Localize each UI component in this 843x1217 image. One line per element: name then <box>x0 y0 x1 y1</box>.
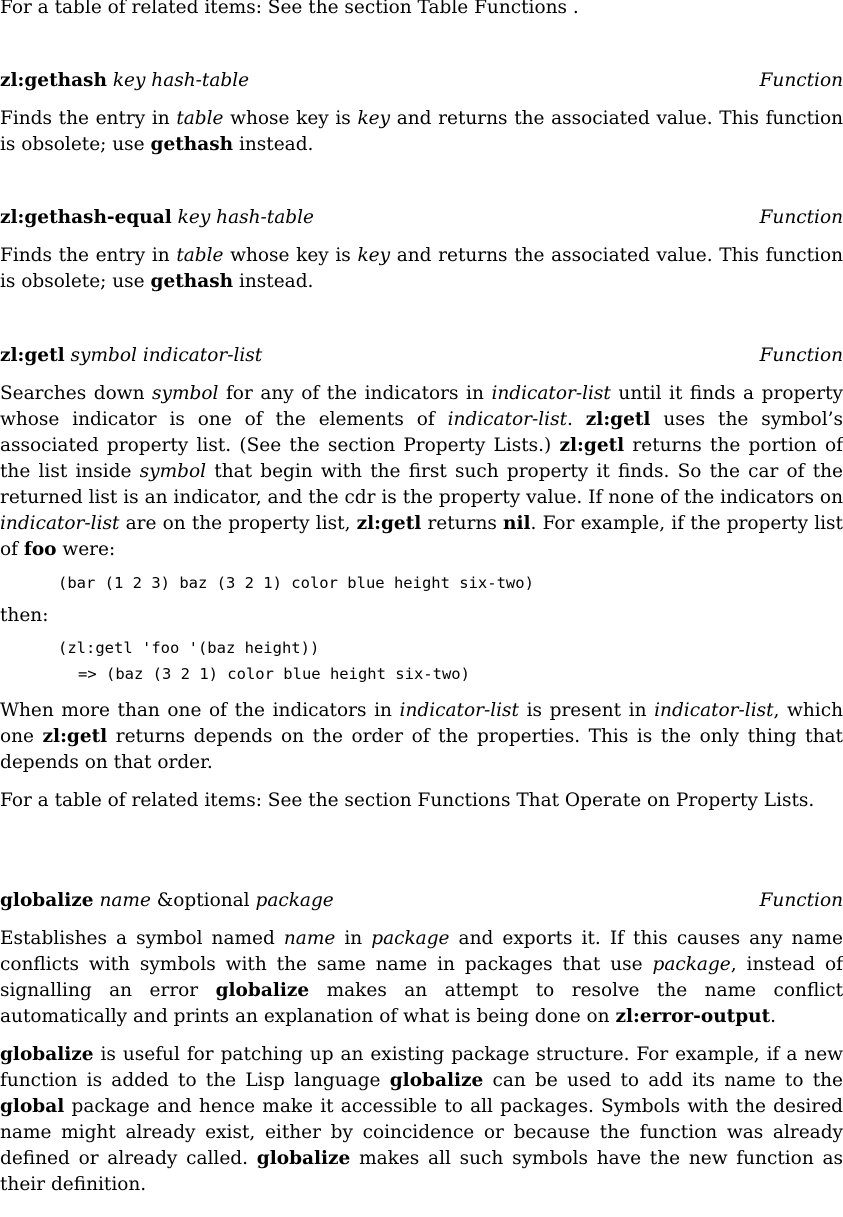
lambda-keyword: &optional <box>156 890 250 911</box>
definition-type: Function <box>759 70 843 91</box>
property-functions-link[interactable]: Functions That Operate on Property Lists <box>417 790 809 811</box>
description-paragraph: Finds the entry in table whose key is key and returns the associated value. This function is obsolete; use gethash instead. <box>0 245 843 292</box>
definition-type: Function <box>759 207 843 228</box>
related-items-paragraph: For a table of related items: See the section Functions That Operate on Property Lists. <box>0 790 815 811</box>
description-paragraph: When more than one of the indicators in indicator-list is present in indicator-list, which one zl:getl returns depends on the order of the properties. This is the only thing that depends on that order. <box>0 700 843 773</box>
property-lists-link[interactable]: Property Lists <box>403 435 539 456</box>
entry-zl-gethash <box>0 68 843 158</box>
code-example: (zl:getl 'foo '(baz height)) <box>58 639 320 657</box>
intro-suffix: . <box>572 0 579 18</box>
function-name: zl:getl <box>0 345 65 366</box>
definition-type: Function <box>759 890 843 911</box>
intro-paragraph <box>0 0 843 21</box>
definition-header <box>0 205 843 231</box>
definition-type: Function <box>759 345 843 366</box>
function-name: globalize <box>0 890 94 911</box>
intro-prefix: For a table of related items: See the section <box>0 0 412 18</box>
function-name: zl:gethash <box>0 70 107 91</box>
function-args: key hash-table <box>177 207 314 228</box>
function-args: name <box>99 890 151 911</box>
function-args: symbol indicator-list <box>70 345 263 366</box>
definition-header <box>0 68 843 94</box>
then-label: then: <box>0 605 49 626</box>
function-name: zl:gethash-equal <box>0 207 172 228</box>
description-paragraph: globalize is useful for patching up an existing package structure. For example, if a new function is added to the Lisp language globalize can be used to add its name to the global package and hence make it accessible to all packages. Symbols with the desired name might already exist, either by coincidence or because the function was already defined or already called. globalize makes all such symbols have the new function as their definition. <box>0 1044 843 1195</box>
entry-zl-getl <box>0 343 843 814</box>
definition-header <box>0 888 843 914</box>
intro-link[interactable]: Table Functions <box>417 0 567 18</box>
entry-zl-gethash-equal <box>0 205 843 295</box>
definition-header <box>0 343 843 369</box>
code-example: (bar (1 2 3) baz (3 2 1) color blue height six-two) <box>58 574 534 592</box>
code-example: => (baz (3 2 1) color blue height six-two) <box>78 665 470 683</box>
description-paragraph: Establishes a symbol named name in package and exports it. If this causes any name conflicts with symbols with the same name in packages that use package, instead of signalling an error globalize makes an attempt to resolve the name conflict automatically and prints an explanation of what is being done on zl:error-output. <box>0 928 843 1027</box>
function-args: package <box>255 890 334 911</box>
function-args: key hash-table <box>112 70 250 91</box>
entry-globalize <box>0 888 843 1198</box>
description-paragraph: Finds the entry in table whose key is key and returns the associated value. This function is obsolete; use gethash instead. <box>0 108 843 155</box>
description-paragraph: Searches down symbol for any of the indicators in indicator-list until it finds a property whose indicator is one of the elements of indicator-list. zl:getl uses the symbol’s associated property list. (See the section Property Lists.) zl:getl returns the portion of the list inside symbol that begin with the first such property it finds. So the car of the returned list is an indicator, and the cdr is the property value. If none of the indicators on indicator-list are on the property list, zl:getl returns nil. For example, if the property list of foo were: <box>0 383 843 560</box>
